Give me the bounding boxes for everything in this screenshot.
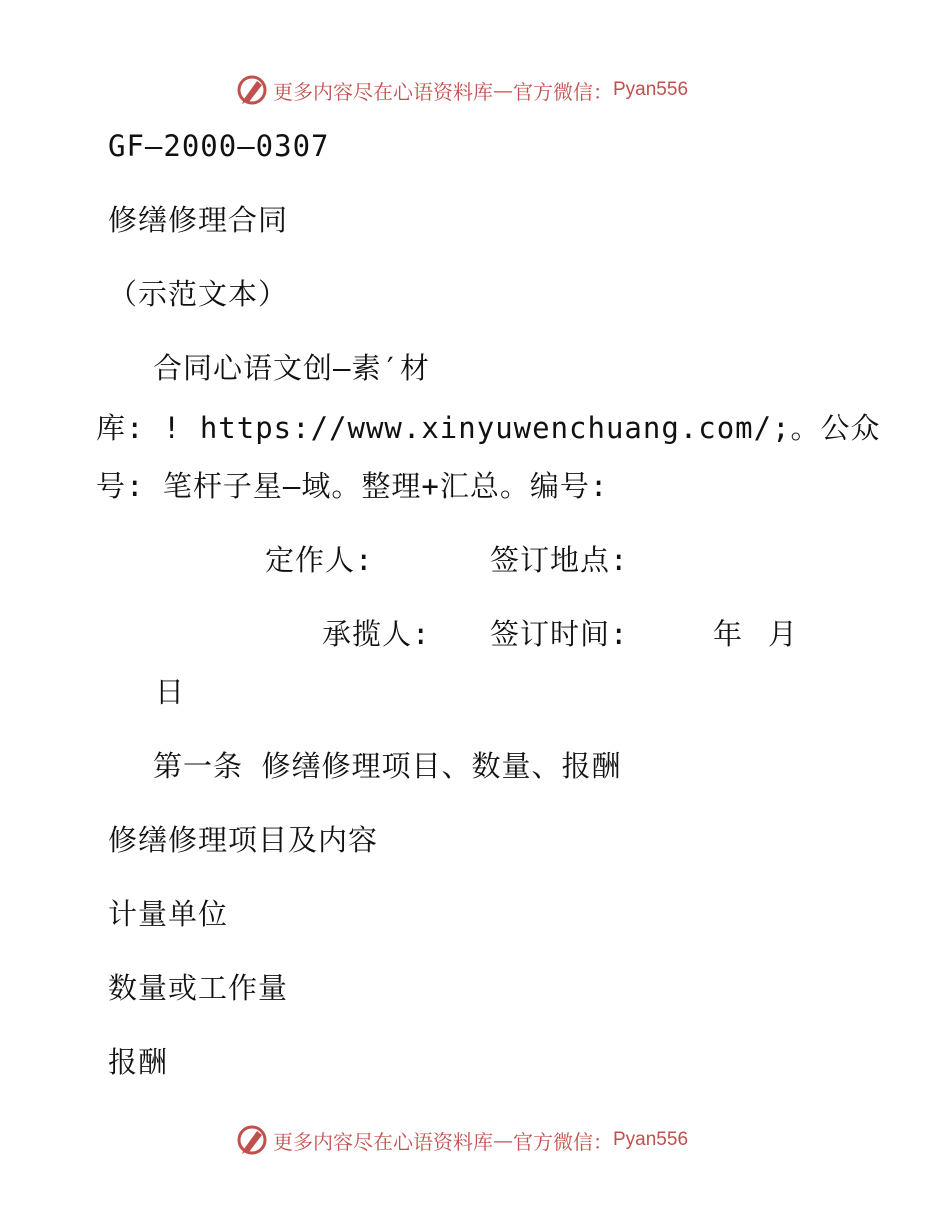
footer-watermark [235, 1122, 688, 1158]
watermark-brand: 更多内容尽在心语资料库 [273, 1129, 493, 1154]
item-unit-label: 计量单位 [108, 897, 229, 931]
article-1-heading: 第一条 修缮修理项目、数量、报酬 [153, 749, 622, 783]
watermark-colon: ： [593, 1129, 613, 1154]
day-label: 日 [155, 675, 186, 709]
watermark-contact-label: 官方微信 [513, 79, 593, 104]
document-code: GF—2000—0307 [108, 129, 330, 163]
month-label: 月 [768, 617, 799, 651]
watermark-contact-label: 官方微信 [513, 1129, 593, 1154]
pen-logo-icon [235, 1123, 269, 1157]
document-subtitle: （示范文本） [108, 277, 289, 311]
party-a-label: 定作人: [265, 543, 374, 577]
item-quantity-label: 数量或工作量 [108, 971, 289, 1005]
watermark-colon: ： [593, 79, 613, 104]
item-content-label: 修缮修理项目及内容 [108, 823, 379, 857]
year-label: 年 [713, 617, 744, 651]
watermark-dash: — [493, 1128, 513, 1152]
document-title: 修缮修理合同 [108, 203, 289, 237]
party-b-label: 承揽人: [322, 617, 431, 651]
source-line-2: 库: ! https://www.xinyuwenchuang.com/;。公众 [96, 411, 881, 445]
header-watermark [235, 72, 688, 108]
sign-place-label: 签订地点: [490, 543, 629, 577]
sign-time-label: 签订时间: [490, 617, 629, 651]
watermark-contact-id: Pyan556 [613, 1129, 689, 1150]
source-line-3: 号: 笔杆子星—域。整理+汇总。编号: [96, 469, 609, 503]
pen-logo-icon [235, 73, 269, 107]
watermark-contact-id: Pyan556 [613, 79, 689, 100]
item-pay-label: 报酬 [108, 1045, 169, 1079]
watermark-dash: — [493, 78, 513, 102]
source-line-1: 合同心语文创—素′材 [153, 351, 430, 385]
watermark-brand: 更多内容尽在心语资料库 [273, 79, 493, 104]
